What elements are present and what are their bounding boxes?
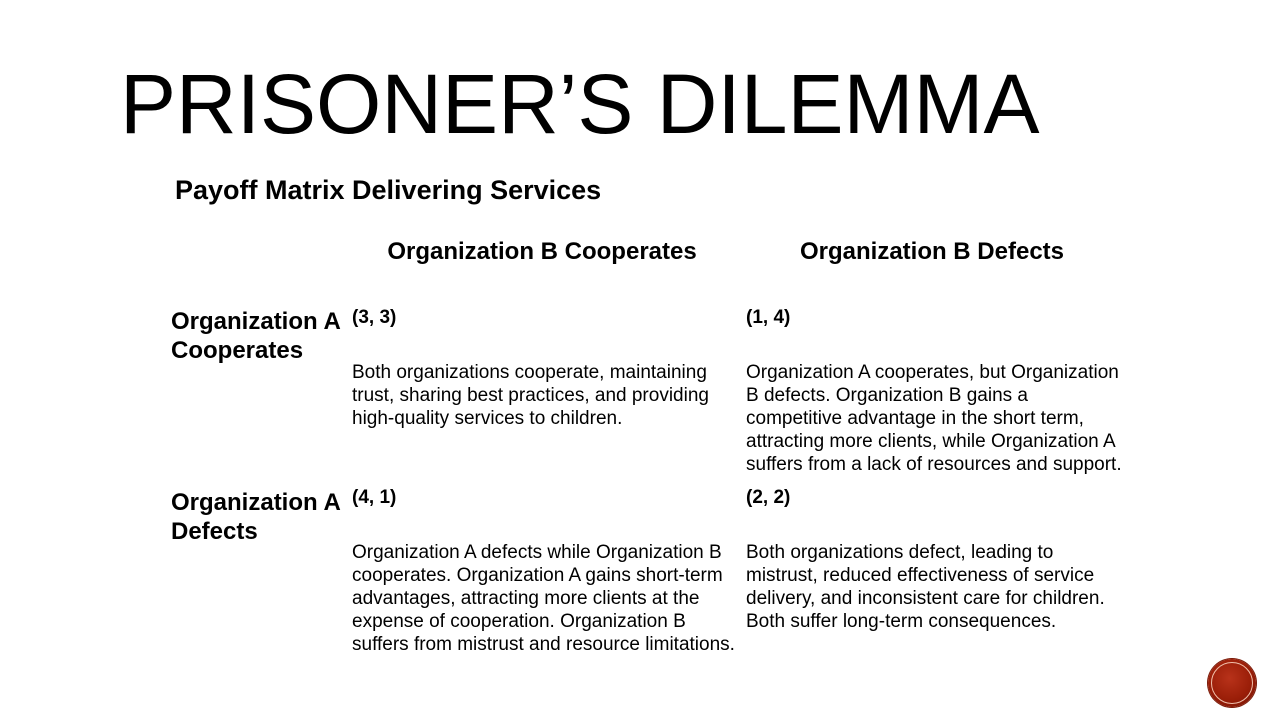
row-header-a-cooperates: Organization A Cooperates: [171, 308, 340, 364]
payoff-value: (2, 2): [746, 487, 791, 508]
matrix-cell-defect-defect: [746, 486, 1126, 633]
payoff-description: Organization A defects while Organization B cooperates. Organization A gains short-term advantages, attracting more clients at the expense of cooperation. Organization B suffers from mistrust and resource limitations.: [352, 542, 735, 655]
matrix-cell-cooperate-cooperate: [352, 306, 736, 430]
matrix-cell-defect-cooperate: [352, 486, 736, 656]
column-header-b-cooperates: Organization B Cooperates: [387, 238, 697, 265]
payoff-description: Both organizations defect, leading to mistrust, reduced effectiveness of service delivery, and inconsistent care for children. Both suffer long-term consequences.: [746, 542, 1105, 632]
payoff-value: (1, 4): [746, 307, 791, 328]
seal-logo-icon: [1208, 659, 1256, 707]
row-header-a-defects: Organization A Defects: [171, 489, 340, 545]
payoff-value: (3, 3): [352, 307, 397, 328]
column-header-b-defects: Organization B Defects: [799, 238, 1065, 265]
payoff-description: Organization A cooperates, but Organization B defects. Organization B gains a competitive advantage in the short term, attracting more clients, while Organization A suffers from a lack of resources and support.: [746, 362, 1122, 475]
matrix-cell-cooperate-defect: [746, 306, 1126, 476]
payoff-description: Both organizations cooperate, maintaining trust, sharing best practices, and providing high-quality services to children.: [352, 362, 709, 429]
slide-title: PRISONER’S DILEMMA: [120, 57, 1040, 151]
slide-subtitle: Payoff Matrix Delivering Services: [175, 175, 602, 205]
payoff-value: (4, 1): [352, 487, 397, 508]
